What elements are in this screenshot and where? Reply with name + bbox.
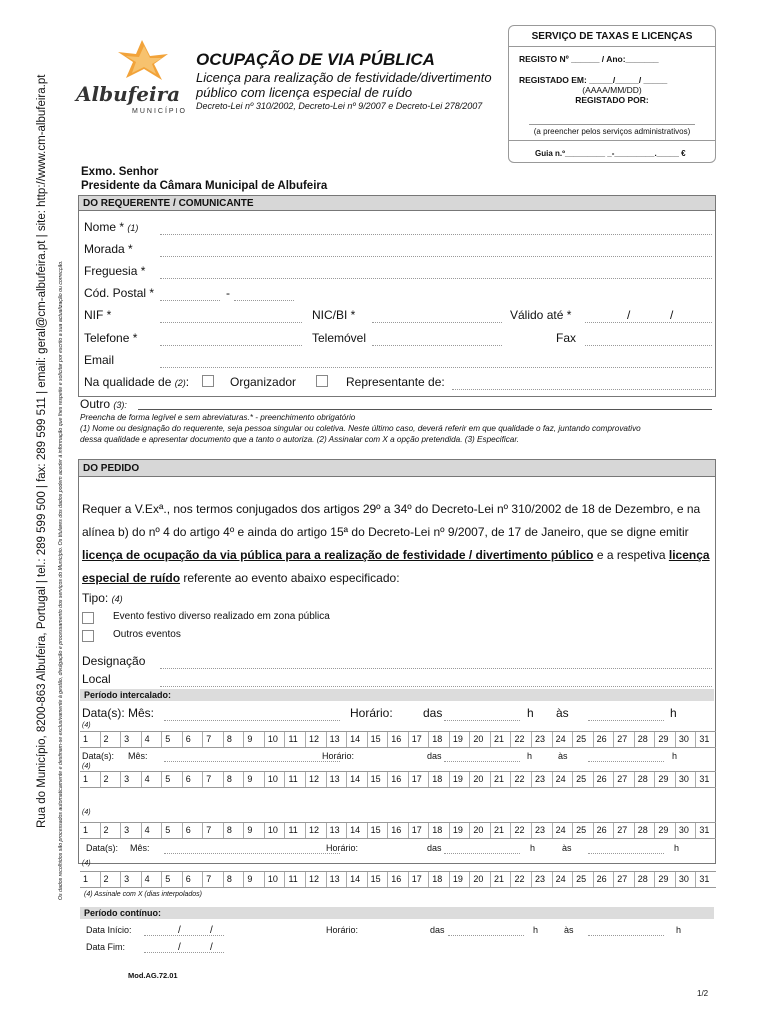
cont-horario: Horário: <box>326 925 359 935</box>
row1-horario: Horário: <box>350 706 393 720</box>
day-cell[interactable]: 8 <box>223 772 244 787</box>
notes-line3: dessa qualidade e apresentar documento que a tanto o autoriza. (2) Assinalar com X a opção pretendida. (3) Especificar. <box>80 435 520 444</box>
day-cell[interactable]: 30 <box>675 872 696 887</box>
day-cell[interactable]: 24 <box>552 872 573 887</box>
row2-h2: h <box>672 751 678 761</box>
row1-das: das <box>423 706 443 720</box>
admin-registado-em[interactable]: REGISTADO EM: _____/_____/ _____ <box>519 75 668 85</box>
day-cell[interactable]: 31 <box>695 872 716 887</box>
day-cell[interactable]: 25 <box>572 872 593 887</box>
day-cell[interactable]: 13 <box>326 772 347 787</box>
nif-field[interactable] <box>160 322 302 323</box>
pedido-line3-rest: e a respetiva <box>593 548 669 562</box>
data-inicio-slash-1: / <box>178 925 181 936</box>
day-cell[interactable]: 6 <box>182 732 203 747</box>
day-cell[interactable]: 26 <box>593 772 614 787</box>
day-cell[interactable]: 17 <box>408 872 429 887</box>
day-cell[interactable]: 7 <box>202 823 223 838</box>
row2-datas: Data(s): <box>82 751 115 761</box>
cont-as-field[interactable] <box>588 935 664 936</box>
cod-postal-field-2[interactable] <box>234 300 294 301</box>
nic-field[interactable] <box>372 322 502 323</box>
telemovel-label: Telemóvel <box>312 331 367 345</box>
day-cell[interactable]: 29 <box>654 823 675 838</box>
row1-day-grid <box>80 731 716 748</box>
day-cell[interactable]: 21 <box>490 823 511 838</box>
logo-star-icon <box>106 36 176 86</box>
notes-line1: Preencha de forma legível e sem abreviaturas.* - preenchimento obrigatório <box>80 413 356 422</box>
freguesia-field[interactable] <box>160 278 712 279</box>
valido-field[interactable] <box>585 322 712 323</box>
day-cell[interactable]: 28 <box>634 872 655 887</box>
row3-datas: Data(s): <box>86 843 119 853</box>
telefone-label: Telefone * <box>84 331 138 345</box>
organizador-checkbox[interactable] <box>202 375 214 387</box>
day-cell[interactable]: 1 <box>83 734 89 744</box>
day-cell[interactable]: 31 <box>695 772 716 787</box>
form-law: Decreto-Lei nº 310/2002, Decreto-Lei nº 9/2007 e Decreto-Lei 278/2007 <box>196 101 483 111</box>
day-cell[interactable]: 4 <box>141 872 162 887</box>
day-cell[interactable]: 22 <box>510 823 531 838</box>
morada-label: Morada * <box>84 242 133 256</box>
qualidade-label: Na qualidade de (2): <box>84 375 190 389</box>
morada-field[interactable] <box>160 256 712 257</box>
data-fim-label: Data Fim: <box>86 942 126 952</box>
day-cell[interactable]: 22 <box>510 772 531 787</box>
day-cell[interactable]: 2 <box>100 823 121 838</box>
day-cell[interactable]: 5 <box>161 872 182 887</box>
row1-mes-field[interactable] <box>164 720 340 721</box>
day-cell[interactable]: 26 <box>593 872 614 887</box>
pedido-line2: alínea b) do nº 4 do artigo 4º e ainda do artigo 15ª do Decreto-Lei nº 9/2007, de 17 de Janeiro, que se digne emitir <box>82 525 689 539</box>
nic-label: NIC/BI * <box>312 308 356 322</box>
tipo-opt1-checkbox[interactable] <box>82 612 94 624</box>
day-cell[interactable]: 6 <box>182 772 203 787</box>
day-cell[interactable]: 9 <box>243 732 264 747</box>
row2-note: (4) <box>82 763 91 770</box>
day-cell[interactable]: 16 <box>387 872 408 887</box>
day-cell[interactable]: 2 <box>100 732 121 747</box>
logo-sub: MUNICÍPIO <box>132 108 187 115</box>
day-cell[interactable]: 2 <box>100 872 121 887</box>
day-cell[interactable]: 10 <box>264 772 285 787</box>
representante-field[interactable] <box>452 389 712 390</box>
periodo-intercalado-header: Período intercalado: <box>80 689 714 701</box>
day-cell[interactable]: 20 <box>469 872 490 887</box>
day-cell[interactable]: 15 <box>367 732 388 747</box>
day-cell[interactable]: 13 <box>326 872 347 887</box>
day-cell[interactable]: 1 <box>83 774 89 784</box>
day-cell[interactable]: 11 <box>284 732 305 747</box>
cont-h2: h <box>676 925 682 935</box>
cont-as: às <box>564 925 574 935</box>
nome-label: Nome * (1) <box>84 220 139 234</box>
day-cell[interactable]: 15 <box>367 772 388 787</box>
admin-registo[interactable]: REGISTO Nº ______ / Ano:_______ <box>519 54 659 64</box>
fax-field[interactable] <box>585 345 712 346</box>
row1-datas-mes: Data(s): Mês: <box>82 706 155 720</box>
day-cell[interactable]: 17 <box>408 732 429 747</box>
pedido-line1: Requer a V.Exª., nos termos conjugados dos artigos 29º a 34º do Decreto-Lei nº 310/2002 de 18 de Dezembro, e na <box>82 502 701 516</box>
data-fim-slash-2: / <box>210 942 213 953</box>
side-privacy: Os dados recolhidos são processados automaticamente e destinam-se exclusivamente à gestão, divulgação e processamento dos serviços do Município. Os titulares dos dados podem aceder à informação que lhes respeite e solicitar por escrito a sua actualização ou correcção. <box>58 260 64 900</box>
day-cell[interactable]: 4 <box>141 823 162 838</box>
row3-mes: Mês: <box>130 843 150 853</box>
form-title: OCUPAÇÃO DE VIA PÚBLICA <box>196 50 435 69</box>
day-cell[interactable]: 14 <box>346 872 367 887</box>
day-cell[interactable]: 20 <box>469 732 490 747</box>
day-cell[interactable]: 30 <box>675 732 696 747</box>
day-cell[interactable]: 4 <box>141 732 162 747</box>
day-cell[interactable]: 29 <box>654 772 675 787</box>
cont-h1: h <box>533 925 539 935</box>
day-cell[interactable]: 11 <box>284 823 305 838</box>
page-number: 1/2 <box>697 989 709 998</box>
day-cell[interactable]: 23 <box>531 872 552 887</box>
day-cell[interactable]: 19 <box>449 732 470 747</box>
row2-h1: h <box>527 751 533 761</box>
model-code: Mod.AG.72.01 <box>128 971 178 980</box>
pedido-paragraph <box>82 498 712 590</box>
day-cell[interactable]: 8 <box>223 732 244 747</box>
day-cell[interactable]: 17 <box>408 772 429 787</box>
cont-das: das <box>430 925 445 935</box>
day-cell[interactable]: 13 <box>326 732 347 747</box>
day-cell[interactable]: 27 <box>613 772 634 787</box>
day-cell[interactable]: 11 <box>284 872 305 887</box>
data-inicio-slash-2: / <box>210 925 213 936</box>
day-cell[interactable]: 21 <box>490 872 511 887</box>
day-cell[interactable]: 19 <box>449 772 470 787</box>
pedido-line4-rest: referente ao evento abaixo especificado: <box>180 571 400 585</box>
logo <box>72 36 190 116</box>
day-cell[interactable]: 25 <box>572 732 593 747</box>
row3-horario: Horário: <box>326 843 359 853</box>
day-cell[interactable]: 9 <box>243 872 264 887</box>
day-cell[interactable]: 2 <box>100 772 121 787</box>
row2-mes: Mês: <box>128 751 148 761</box>
row3-mes-field[interactable] <box>164 853 340 854</box>
row3-as-field[interactable] <box>588 853 664 854</box>
day-cell[interactable]: 16 <box>387 823 408 838</box>
row3-h1: h <box>530 843 536 853</box>
row4-note: (4) <box>82 860 91 867</box>
day-cell[interactable]: 6 <box>182 823 203 838</box>
day-cell[interactable]: 1 <box>83 825 89 835</box>
pedido-line4-bold: especial de ruído <box>82 571 181 585</box>
local-field[interactable] <box>160 686 712 687</box>
day-cell[interactable]: 16 <box>387 772 408 787</box>
day-cell[interactable]: 18 <box>428 732 449 747</box>
section-requerente: DO REQUERENTE / COMUNICANTE <box>78 195 716 211</box>
form-subtitle-2: público com licença especial de ruído <box>196 85 413 100</box>
day-cell[interactable]: 14 <box>346 772 367 787</box>
day-cell[interactable]: 29 <box>654 872 675 887</box>
day-cell[interactable]: 24 <box>552 772 573 787</box>
admin-date-format: (AAAA/MM/DD) <box>582 85 642 95</box>
row1-as-field[interactable] <box>588 720 664 721</box>
admin-box <box>508 25 716 163</box>
telemovel-field[interactable] <box>372 345 502 346</box>
row1-das-field[interactable] <box>444 720 520 721</box>
cont-das-field[interactable] <box>448 935 524 936</box>
assinale-note: (4) Assinale com X (dias interpolados) <box>84 891 203 898</box>
day-cell[interactable]: 3 <box>120 732 141 747</box>
day-cell[interactable]: 19 <box>449 823 470 838</box>
data-fim-slash-1: / <box>178 942 181 953</box>
freguesia-label: Freguesia * <box>84 264 146 278</box>
side-address: Rua do Município, 8200-863 Albufeira, Portugal | tel.: 289 599 500 | fax: 289 599 511 | email: geral@cm-albufeira.pt | site: http://www.cm-albufeira.pt <box>36 74 48 828</box>
day-cell[interactable]: 20 <box>469 772 490 787</box>
day-cell[interactable]: 28 <box>634 732 655 747</box>
day-cell[interactable]: 5 <box>161 823 182 838</box>
row3-das-field[interactable] <box>444 853 520 854</box>
admin-note: (a preencher pelos serviços administrativos) <box>533 127 691 136</box>
row2-as-field[interactable] <box>588 761 664 762</box>
representante-label: Representante de: <box>346 375 445 389</box>
admin-registado-por[interactable]: REGISTADO POR: <box>575 95 649 105</box>
outro-label: Outro (3): <box>80 397 127 411</box>
day-cell[interactable]: 12 <box>305 772 326 787</box>
day-cell[interactable]: 17 <box>408 823 429 838</box>
day-cell[interactable]: 11 <box>284 772 305 787</box>
representante-checkbox[interactable] <box>316 375 328 387</box>
fax-label: Fax <box>556 331 577 345</box>
day-cell[interactable]: 7 <box>202 872 223 887</box>
designacao-label: Designação <box>82 654 146 668</box>
day-cell[interactable]: 25 <box>572 823 593 838</box>
day-cell[interactable]: 8 <box>223 823 244 838</box>
day-cell[interactable]: 31 <box>695 732 716 747</box>
day-cell[interactable]: 27 <box>613 732 634 747</box>
cod-postal-dash: - <box>226 286 230 300</box>
cod-postal-field-1[interactable] <box>160 300 220 301</box>
day-cell[interactable]: 28 <box>634 772 655 787</box>
valido-slash-1: / <box>627 308 631 322</box>
tipo-opt2-label: Outros eventos <box>113 629 181 640</box>
row2-day-grid <box>80 771 716 788</box>
row2-as: às <box>558 751 568 761</box>
row3-h2: h <box>674 843 680 853</box>
admin-guia[interactable]: Guia n.º_________ _-_________._____ € <box>535 149 686 158</box>
day-cell[interactable]: 28 <box>634 823 655 838</box>
day-cell[interactable]: 15 <box>367 823 388 838</box>
day-cell[interactable]: 23 <box>531 732 552 747</box>
day-cell[interactable]: 25 <box>572 772 593 787</box>
day-cell[interactable]: 3 <box>120 772 141 787</box>
addressee-line1: Exmo. Senhor <box>81 166 159 178</box>
form-subtitle-1: Licença para realização de festividade/divertimento <box>196 70 492 85</box>
day-cell[interactable]: 5 <box>161 772 182 787</box>
day-cell[interactable]: 12 <box>305 732 326 747</box>
day-cell[interactable]: 9 <box>243 772 264 787</box>
day-cell[interactable]: 5 <box>161 732 182 747</box>
day-cell[interactable]: 23 <box>531 772 552 787</box>
local-label: Local <box>82 672 111 686</box>
day-cell[interactable]: 21 <box>490 732 511 747</box>
day-cell[interactable]: 18 <box>428 772 449 787</box>
day-cell[interactable]: 21 <box>490 772 511 787</box>
day-cell[interactable]: 15 <box>367 872 388 887</box>
day-cell[interactable]: 16 <box>387 732 408 747</box>
pedido-line3-bold2: licença <box>668 548 710 562</box>
day-cell[interactable]: 10 <box>264 872 285 887</box>
valido-label: Válido até * <box>510 308 572 322</box>
day-cell[interactable]: 26 <box>593 732 614 747</box>
day-cell[interactable]: 27 <box>613 823 634 838</box>
tipo-label: Tipo: (4) <box>82 591 123 605</box>
day-cell[interactable]: 19 <box>449 872 470 887</box>
day-cell[interactable]: 13 <box>326 823 347 838</box>
day-cell[interactable]: 1 <box>83 874 89 884</box>
day-cell[interactable]: 3 <box>120 823 141 838</box>
requerente-box <box>78 211 716 397</box>
outro-field[interactable] <box>138 409 712 410</box>
row3-as: às <box>562 843 572 853</box>
day-cell[interactable]: 4 <box>141 772 162 787</box>
day-cell[interactable]: 8 <box>223 872 244 887</box>
telefone-field[interactable] <box>160 345 302 346</box>
day-cell[interactable]: 10 <box>264 823 285 838</box>
row2-das-field[interactable] <box>444 761 520 762</box>
email-label: Email <box>84 353 115 367</box>
row1-h2: h <box>670 706 677 720</box>
addressee-line2: Presidente da Câmara Municipal de Albufeira <box>81 180 328 192</box>
periodo-continuo-header: Período contínuo: <box>80 907 714 919</box>
row3-note: (4) <box>82 809 91 816</box>
row1-note: (4) <box>82 722 91 729</box>
email-field[interactable] <box>160 367 712 368</box>
day-cell[interactable]: 14 <box>346 823 367 838</box>
nome-field[interactable] <box>160 234 712 235</box>
section-pedido: DO PEDIDO <box>78 459 716 477</box>
day-cell[interactable]: 10 <box>264 732 285 747</box>
row4-day-grid <box>80 871 716 888</box>
day-cell[interactable]: 12 <box>305 872 326 887</box>
day-cell[interactable]: 6 <box>182 872 203 887</box>
day-cell[interactable]: 3 <box>120 872 141 887</box>
day-cell[interactable]: 18 <box>428 872 449 887</box>
day-cell[interactable]: 14 <box>346 732 367 747</box>
day-cell[interactable]: 12 <box>305 823 326 838</box>
row1-h1: h <box>527 706 534 720</box>
day-cell[interactable]: 23 <box>531 823 552 838</box>
day-cell[interactable]: 18 <box>428 823 449 838</box>
day-cell[interactable]: 30 <box>675 823 696 838</box>
tipo-opt2-checkbox[interactable] <box>82 630 94 642</box>
day-cell[interactable]: 26 <box>593 823 614 838</box>
day-cell[interactable]: 24 <box>552 732 573 747</box>
valido-slash-2: / <box>670 308 674 322</box>
organizador-label: Organizador <box>230 375 297 389</box>
data-inicio-label: Data Início: <box>86 925 132 935</box>
pedido-line3-bold: licença de ocupação da via pública para a realização de festividade / divertimento público <box>82 548 594 562</box>
logo-name: Albufeira <box>76 82 181 106</box>
day-cell[interactable]: 7 <box>202 772 223 787</box>
day-cell[interactable]: 9 <box>243 823 264 838</box>
day-cell[interactable]: 7 <box>202 732 223 747</box>
row3-das: das <box>427 843 442 853</box>
nif-label: NIF * <box>84 308 112 322</box>
admin-title: SERVIÇO DE TAXAS E LICENÇAS <box>531 31 693 42</box>
row2-mes-field[interactable] <box>164 761 340 762</box>
day-cell[interactable]: 20 <box>469 823 490 838</box>
day-cell[interactable]: 29 <box>654 732 675 747</box>
day-cell[interactable]: 27 <box>613 872 634 887</box>
designacao-field[interactable] <box>160 668 712 669</box>
row1-as: às <box>556 706 569 720</box>
cod-postal-label: Cód. Postal * <box>84 286 155 300</box>
day-cell[interactable]: 22 <box>510 732 531 747</box>
day-cell[interactable]: 30 <box>675 772 696 787</box>
row2-horario: Horário: <box>322 751 355 761</box>
day-cell[interactable]: 24 <box>552 823 573 838</box>
notes-line2: (1) Nome ou designação do requerente, seja pessoa singular ou coletiva. Neste último caso, deverá referir em que qualidade o faz, juntando comprovativo <box>80 424 641 433</box>
day-cell[interactable]: 31 <box>695 823 716 838</box>
day-cell[interactable]: 22 <box>510 872 531 887</box>
row3-day-grid <box>80 822 716 839</box>
row2-das: das <box>427 751 442 761</box>
tipo-opt1-label: Evento festivo diverso realizado em zona pública <box>113 611 330 622</box>
